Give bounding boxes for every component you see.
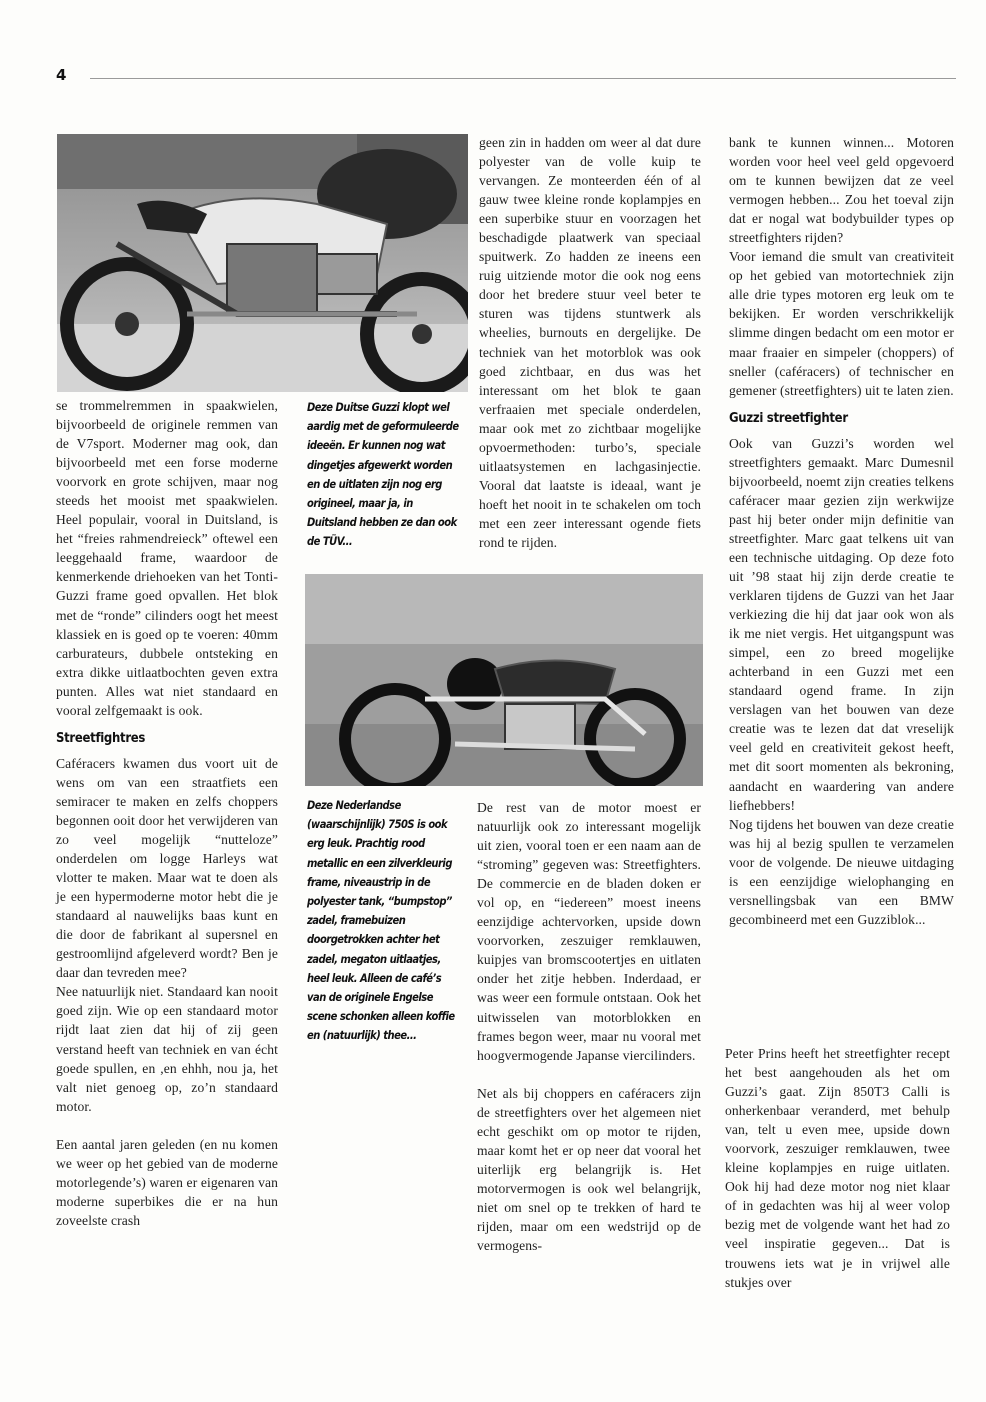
caption-middle-photo: Deze Nederlandse (waarschijnlijk) 750S is ook erg leuk. Prachtig rood metallic en een zilverkleurig frame, niveaustrip in de polyester tank, “bumpstop” zadel, framebuizen doorgetrokken achter het zadel, megaton uitlaatjes, heel leuk. Alleen de café’s van de originele Engelse scene schonken alleen koffie en (natuurlijk) thee... <box>307 798 455 1043</box>
paragraph: Ook van Guzzi’s worden wel streetfighters gemaakt. Marc Dumesnil bijvoorbeeld, noemt zijn creaties telkens caféracer maar gezien zijn werkwijze past hij beter onder mijn definitie van streetfighter. Marc gaat telkens uit van een technische uitdaging. Op deze foto uit ’98 staat hij zijn derde creatie te verklaren tijdens de Guzzi van het Jaar verkiezing die hij dat jaar ook won als ik me niet vergis. Het uitgangspunt was simpel, een zo breed mogelijke achterband in een Guzzi met een standaard ogend frame. In zijn verslagen van het bouwen van deze creatie was te lezen dat dat vreselijk veel geld en creativiteit gekost heeft, met dit soort momenten als bekroning, aandacht en waardering van andere liefhebbers! <box>729 435 954 813</box>
page-number: 4 <box>56 66 67 84</box>
photo-middle-motorcycle <box>305 574 703 786</box>
caption-top-photo: Deze Duitse Guzzi klopt wel aardig met de geformuleerde ideeën. Er kunnen nog wat dingetjes afgewerkt worden en de uitlaten zijn nog erg origineel, maar ja, in Duitsland hebben ze dan ook de TÜV... <box>307 400 459 549</box>
paragraph: Nee natuurlijk niet. Standaard kan nooit goed zijn. Wie op een standaard motor rijdt laat zien dat hij of zij geen verstand heeft van techniek en van écht goede spullen, en ,en ehhh, nou ja, het valt niet genoeg op, zo’n standaard motor. <box>56 984 278 1114</box>
column-3-bottom <box>477 798 701 1255</box>
paragraph: Nog tijdens het bouwen van deze creatie was hij al bezig spullen te verzamelen voor de volgende. De nieuwe uitdaging is een eenzijdige wielophanging en versnellingsbak van een BMW gecombineerd met een Guzziblok... <box>729 816 954 927</box>
photo-top-motorcycle <box>57 134 468 392</box>
motorcycle-image <box>57 134 468 392</box>
section-heading-streetfightres: Streetfightres <box>56 730 146 746</box>
paragraph: Peter Prins heeft het streetfighter recept het best aangehouden als het om Guzzi’s gaat. Zijn 850T3 Calli is onherkenbaar veranderd, met behulp van, telt u even mee, upside down voorvork, zeszuiger remklauwen, twee kleine koplampjes en ruige uitlaten. Ook hij had deze motor nog niet klaar of in gedachten was hij al weer volop bezig met de volgende want het had zo veel inspiratie gegeven... Dat is trouwens iets wat je in vrijwel alle stukjes over <box>725 1046 950 1290</box>
paragraph: De rest van de motor moest er natuurlijk ook zo interessant mogelijk uit zien, vooral toen er een naam aan de “stroming” gegeven was: Streetfighters. De commercie en de bladen doken er vol op, en “iedereen” moest ineens eenzijdige achtervorken, upside down voorvorken, zeszuiger remklauwen, kuipjes van bromscootertjes en uitlaten onder het zitje hebben. Inderdaad, er was weer een formule ontstaan. Ook het uitwisselen van motorblokken en frames begon weer, maar nu vooral met hoogvermogende Japanse viercilinders. <box>477 800 701 1063</box>
paragraph: Voor iemand die smult van creativiteit op het gebied van motortechniek zijn alle drie types motoren erg leuk om te bekijken. Er worden verschrikkelijk slimme dingen bedacht om een motor er maar fraaier en simpeler (choppers) of sneller (caféracers) of technischer en gemener (streetfighters) uit te laten zien. <box>729 249 954 398</box>
motorcycle-image <box>305 574 703 786</box>
paragraph: Net als bij choppers en caféracers zijn de streetfighters over het algemeen niet echt geschikt om op motor te rijden, maar komt het er op neer dat vooral het uiterlijk erg belangrijk is. Het motorvermogen is ook wel belangrijk, niet om snel op te trekken of hard te rijden, maar om een wedstrijd op de vermogens- <box>477 1085 701 1254</box>
column-4-bottom <box>725 1044 950 1292</box>
column-4-top <box>729 133 954 929</box>
paragraph: Caféracers kwamen dus voort uit de wens om van een straatfiets een semiracer te maken en zelfs choppers begonnen ooit door het verwijderen van zo veel mogelijk “nutteloze” onderdelen om logge Harleys wat vlotter te maken. Maar wat te doen als je een hypermoderne motor hebt die je standaard al nauwelijks baas kunt en die door de fabrikant al supersnel en gestroomlijnd afgeleverd wordt? Ben je daar dan tevreden mee? <box>56 755 278 981</box>
header-rule <box>90 78 956 79</box>
column-3-top <box>479 133 701 552</box>
paragraph: Een aantal jaren geleden (en nu komen we weer op het gebied van de moderne motorlegende’s) waren er eigenaren van moderne superbikes die er na hun zoveelste crash <box>56 1136 278 1228</box>
paragraph: geen zin in hadden om weer al dat dure polyester van de volle kuip te vervangen. Ze monteerden één of al gauw twee kleine ronde koplampjes en een superbike stuur en voorzagen het beschadigde plaatwerk van speciaal spuitwerk. Zo hadden ze ineens een ruig uitziende motor die ook nog eens door het bredere stuur veel beter te sturen was tijdens stuntwerk als wheelies, burnouts en dergelijke. De techniek van het motorblok was ook goed zichtbaar, en dus was het interessant om het blok te gaan verfraaien met speciale onderdelen, maar ook met zo zichtbaar mogelijke opvoermethoden: turbo’s, speciale uitlaatsystemen en lachgasinjectie. Vooral dat laatste is ideaal, want je hoeft het nooit in te schakelen om toch met een zeer interessant ogende fiets rond te rijden. <box>479 135 701 550</box>
paragraph: se trommelremmen in spaakwielen, bijvoorbeeld de originele remmen van de V7sport. Moderner mag ook, dan bijvoorbeeld met een forse moderne voorvork en grote schijven, maar nog steeds het mooist met spaakwielen. Heel populair, vooral in Duitsland, is het “freies rahmendreieck” oftewel een leeggehaald frame, waardoor de kenmerkende driehoeken van het Tonti-Guzzi frame goed opvallen. Het blok met de “ronde” cilinders oogt het meest klassiek en is goed op te voeren: 40mm carburateurs, dubbele ontsteking en extra dikke uitlaatbochten geven extra punten. Alles wat niet standaard en vooral zelfgemaakt is ook. <box>56 398 278 718</box>
column-1 <box>56 396 278 1230</box>
section-heading-guzzi-streetfighter: Guzzi streetfighter <box>729 410 848 426</box>
paragraph: bank te kunnen winnen... Motoren worden voor heel veel geld opgevoerd om te kunnen bewijzen dat ze veel vermogen hebben... Zou het toeval zijn dat er nogal wat bodybuilder types op streetfighters rijden? <box>729 135 954 246</box>
